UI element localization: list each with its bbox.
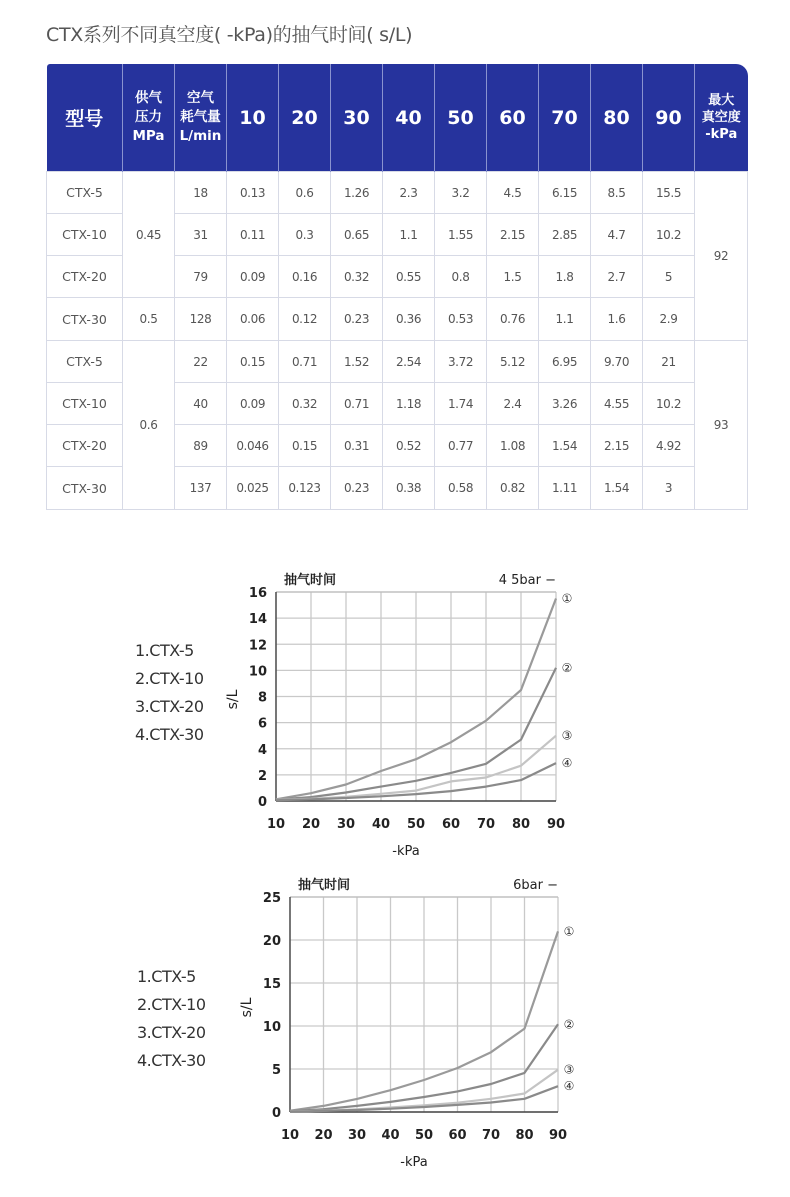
legend-item: 2.CTX-10 [137,995,206,1014]
header-air-line: L/min [179,128,222,144]
cell-time: 0.09 [227,256,279,298]
spec-table [46,64,748,510]
cell-time: 0.046 [227,425,279,467]
header-vacuum-60: 60 [487,64,539,172]
cell-time: 0.8 [435,256,487,298]
cell-time: 0.32 [331,256,383,298]
cell-time: 1.11 [539,467,591,510]
y-tick-label: 8 [257,690,267,706]
cell-model: CTX-30 [47,467,123,510]
y-tick-label: 2 [257,768,267,784]
series-end-label: ③ [561,728,573,743]
header-air-line: 空气 [187,90,214,106]
y-tick-label: 20 [262,934,281,949]
header-air-line: 耗气量 [180,109,221,125]
cell-time: 1.26 [331,172,383,214]
series-end-label: ② [561,660,573,675]
cell-time: 1.52 [331,341,383,383]
cell-time: 0.15 [279,425,331,467]
chart2-legend [137,963,206,1075]
cell-model: CTX-5 [47,172,123,214]
header-pressure-line: MPa [132,128,165,144]
cell-time: 3 [643,467,695,510]
cell-time: 0.16 [279,256,331,298]
series-end-label: ② [563,1017,575,1032]
x-tick-label: 40 [371,817,391,832]
cell-time: 1.08 [487,425,539,467]
cell-air: 18 [175,172,227,214]
x-axis-label: -kPa [392,844,420,859]
cell-time: 1.18 [383,383,435,425]
pressure-label: 4 5bar − [498,573,556,588]
cell-time: 0.12 [279,298,331,341]
cell-pressure: 0.6 [123,341,175,510]
y-tick-label: 0 [257,795,267,810]
header-max-line: 最大 [708,93,735,108]
y-tick-label: 5 [271,1063,281,1078]
cell-time: 1.54 [591,467,643,510]
cell-time: 1.5 [487,256,539,298]
series-end-label: ① [563,924,575,939]
header-vacuum-40: 40 [383,64,435,172]
cell-time: 0.11 [227,214,279,256]
cell-time: 9.70 [591,341,643,383]
cell-model: CTX-20 [47,256,123,298]
y-tick-label: 6 [257,716,267,732]
cell-time: 1.74 [435,383,487,425]
cell-time: 4.5 [487,172,539,214]
x-axis-label: -kPa [400,1155,428,1170]
cell-time: 0.55 [383,256,435,298]
x-tick-label: 50 [406,817,426,832]
x-tick-label: 20 [301,817,321,832]
header-vacuum-80: 80 [591,64,643,172]
cell-time: 0.23 [331,298,383,341]
x-tick-label: 60 [441,817,461,832]
cell-time: 1.1 [539,298,591,341]
chart-title: 抽气时间 [284,573,337,588]
x-tick-label: 20 [314,1128,333,1143]
cell-time: 1.54 [539,425,591,467]
legend-item: 3.CTX-20 [135,697,204,716]
cell-time: 2.3 [383,172,435,214]
header-model: 型号 [47,64,123,172]
x-tick-label: 30 [336,817,356,832]
header-air-consumption [175,64,227,172]
cell-time: 4.7 [591,214,643,256]
chart1-legend [135,637,204,749]
header-pressure [123,64,175,172]
cell-air: 128 [175,298,227,341]
cell-time: 0.123 [279,467,331,510]
header-vacuum-30: 30 [331,64,383,172]
cell-pressure: 0.45 [123,172,175,298]
x-tick-label: 80 [511,817,531,832]
cell-time: 10.2 [643,214,695,256]
legend-item: 1.CTX-5 [137,967,196,986]
cell-time: 2.7 [591,256,643,298]
series-end-label: ④ [561,756,573,771]
cell-time: 0.76 [487,298,539,341]
cell-air: 79 [175,256,227,298]
y-axis-label: s/L [239,997,255,1018]
cell-time: 1.1 [383,214,435,256]
series-end-label: ④ [563,1079,575,1094]
header-vacuum-20: 20 [279,64,331,172]
y-tick-label: 12 [248,638,267,654]
y-tick-label: 10 [262,1020,281,1035]
legend-item: 1.CTX-5 [135,641,194,660]
y-tick-label: 4 [257,742,267,758]
y-tick-label: 25 [262,891,281,906]
header-max-line: -kPa [705,127,738,142]
cell-model: CTX-5 [47,341,123,383]
legend-item: 3.CTX-20 [137,1023,206,1042]
cell-time: 10.2 [643,383,695,425]
cell-time: 5.12 [487,341,539,383]
cell-air: 31 [175,214,227,256]
cell-model: CTX-20 [47,425,123,467]
cell-time: 21 [643,341,695,383]
cell-time: 0.71 [331,383,383,425]
cell-time: 1.8 [539,256,591,298]
cell-time: 3.2 [435,172,487,214]
cell-air: 40 [175,383,227,425]
header-max-vacuum [695,64,748,172]
legend-item: 4.CTX-30 [137,1051,206,1070]
cell-time: 6.95 [539,341,591,383]
cell-model: CTX-10 [47,383,123,425]
x-tick-label: 90 [548,1128,568,1143]
cell-time: 2.4 [487,383,539,425]
y-tick-label: 10 [248,664,267,680]
cell-time: 5 [643,256,695,298]
legend-item: 4.CTX-30 [135,725,204,744]
series-end-label: ① [561,591,573,606]
cell-air: 137 [175,467,227,510]
cell-time: 0.025 [227,467,279,510]
x-tick-label: 10 [280,1128,300,1143]
x-tick-label: 10 [266,817,286,832]
x-tick-label: 30 [347,1128,367,1143]
header-vacuum-90: 90 [643,64,695,172]
y-axis-label: s/L [225,689,241,710]
header-max-line: 真空度 [701,110,741,125]
table-row [47,341,748,383]
cell-time: 0.23 [331,467,383,510]
cell-air: 22 [175,341,227,383]
cell-time: 0.06 [227,298,279,341]
cell-air: 89 [175,425,227,467]
chart-4-5bar [220,565,580,865]
cell-time: 0.32 [279,383,331,425]
x-tick-label: 80 [515,1128,534,1143]
cell-time: 2.54 [383,341,435,383]
cell-time: 1.6 [591,298,643,341]
cell-model: CTX-10 [47,214,123,256]
table-header-row [47,64,748,172]
y-tick-label: 16 [248,586,267,601]
pressure-label: 6bar − [513,878,558,893]
y-tick-label: 14 [248,612,267,628]
cell-time: 2.15 [591,425,643,467]
cell-time: 3.26 [539,383,591,425]
cell-time: 0.77 [435,425,487,467]
x-tick-label: 40 [381,1128,400,1143]
cell-time: 8.5 [591,172,643,214]
cell-time: 6.15 [539,172,591,214]
cell-time: 0.82 [487,467,539,510]
cell-time: 2.85 [539,214,591,256]
cell-time: 0.31 [331,425,383,467]
cell-time: 4.92 [643,425,695,467]
series-end-label: ③ [563,1062,575,1077]
page-title: CTX系列不同真空度( -kPa)的抽气时间( s/L) [46,24,413,46]
legend-item: 2.CTX-10 [135,669,204,688]
table-row [47,298,748,341]
x-tick-label: 60 [448,1128,467,1143]
cell-max-vacuum: 93 [695,341,748,510]
x-tick-label: 50 [414,1128,434,1143]
chart-6bar [220,872,580,1177]
cell-time: 2.15 [487,214,539,256]
y-tick-label: 0 [271,1106,281,1121]
cell-time: 0.6 [279,172,331,214]
cell-time: 0.58 [435,467,487,510]
x-tick-label: 70 [476,817,496,832]
cell-time: 0.36 [383,298,435,341]
cell-time: 2.9 [643,298,695,341]
table-row [47,172,748,214]
chart-title: 抽气时间 [298,878,351,893]
header-vacuum-50: 50 [435,64,487,172]
header-vacuum-70: 70 [539,64,591,172]
header-pressure-line: 压力 [135,109,162,125]
cell-time: 0.38 [383,467,435,510]
cell-time: 1.55 [435,214,487,256]
x-tick-label: 70 [481,1128,501,1143]
cell-model: CTX-30 [47,298,123,341]
cell-time: 0.53 [435,298,487,341]
cell-time: 0.71 [279,341,331,383]
header-pressure-line: 供气 [135,90,162,106]
cell-time: 0.15 [227,341,279,383]
cell-pressure: 0.5 [123,298,175,341]
cell-time: 3.72 [435,341,487,383]
cell-time: 15.5 [643,172,695,214]
cell-time: 0.65 [331,214,383,256]
cell-max-vacuum: 92 [695,172,748,341]
x-tick-label: 90 [546,817,566,832]
header-vacuum-10: 10 [227,64,279,172]
cell-time: 4.55 [591,383,643,425]
y-tick-label: 15 [262,977,281,992]
cell-time: 0.13 [227,172,279,214]
cell-time: 0.52 [383,425,435,467]
cell-time: 0.09 [227,383,279,425]
cell-time: 0.3 [279,214,331,256]
